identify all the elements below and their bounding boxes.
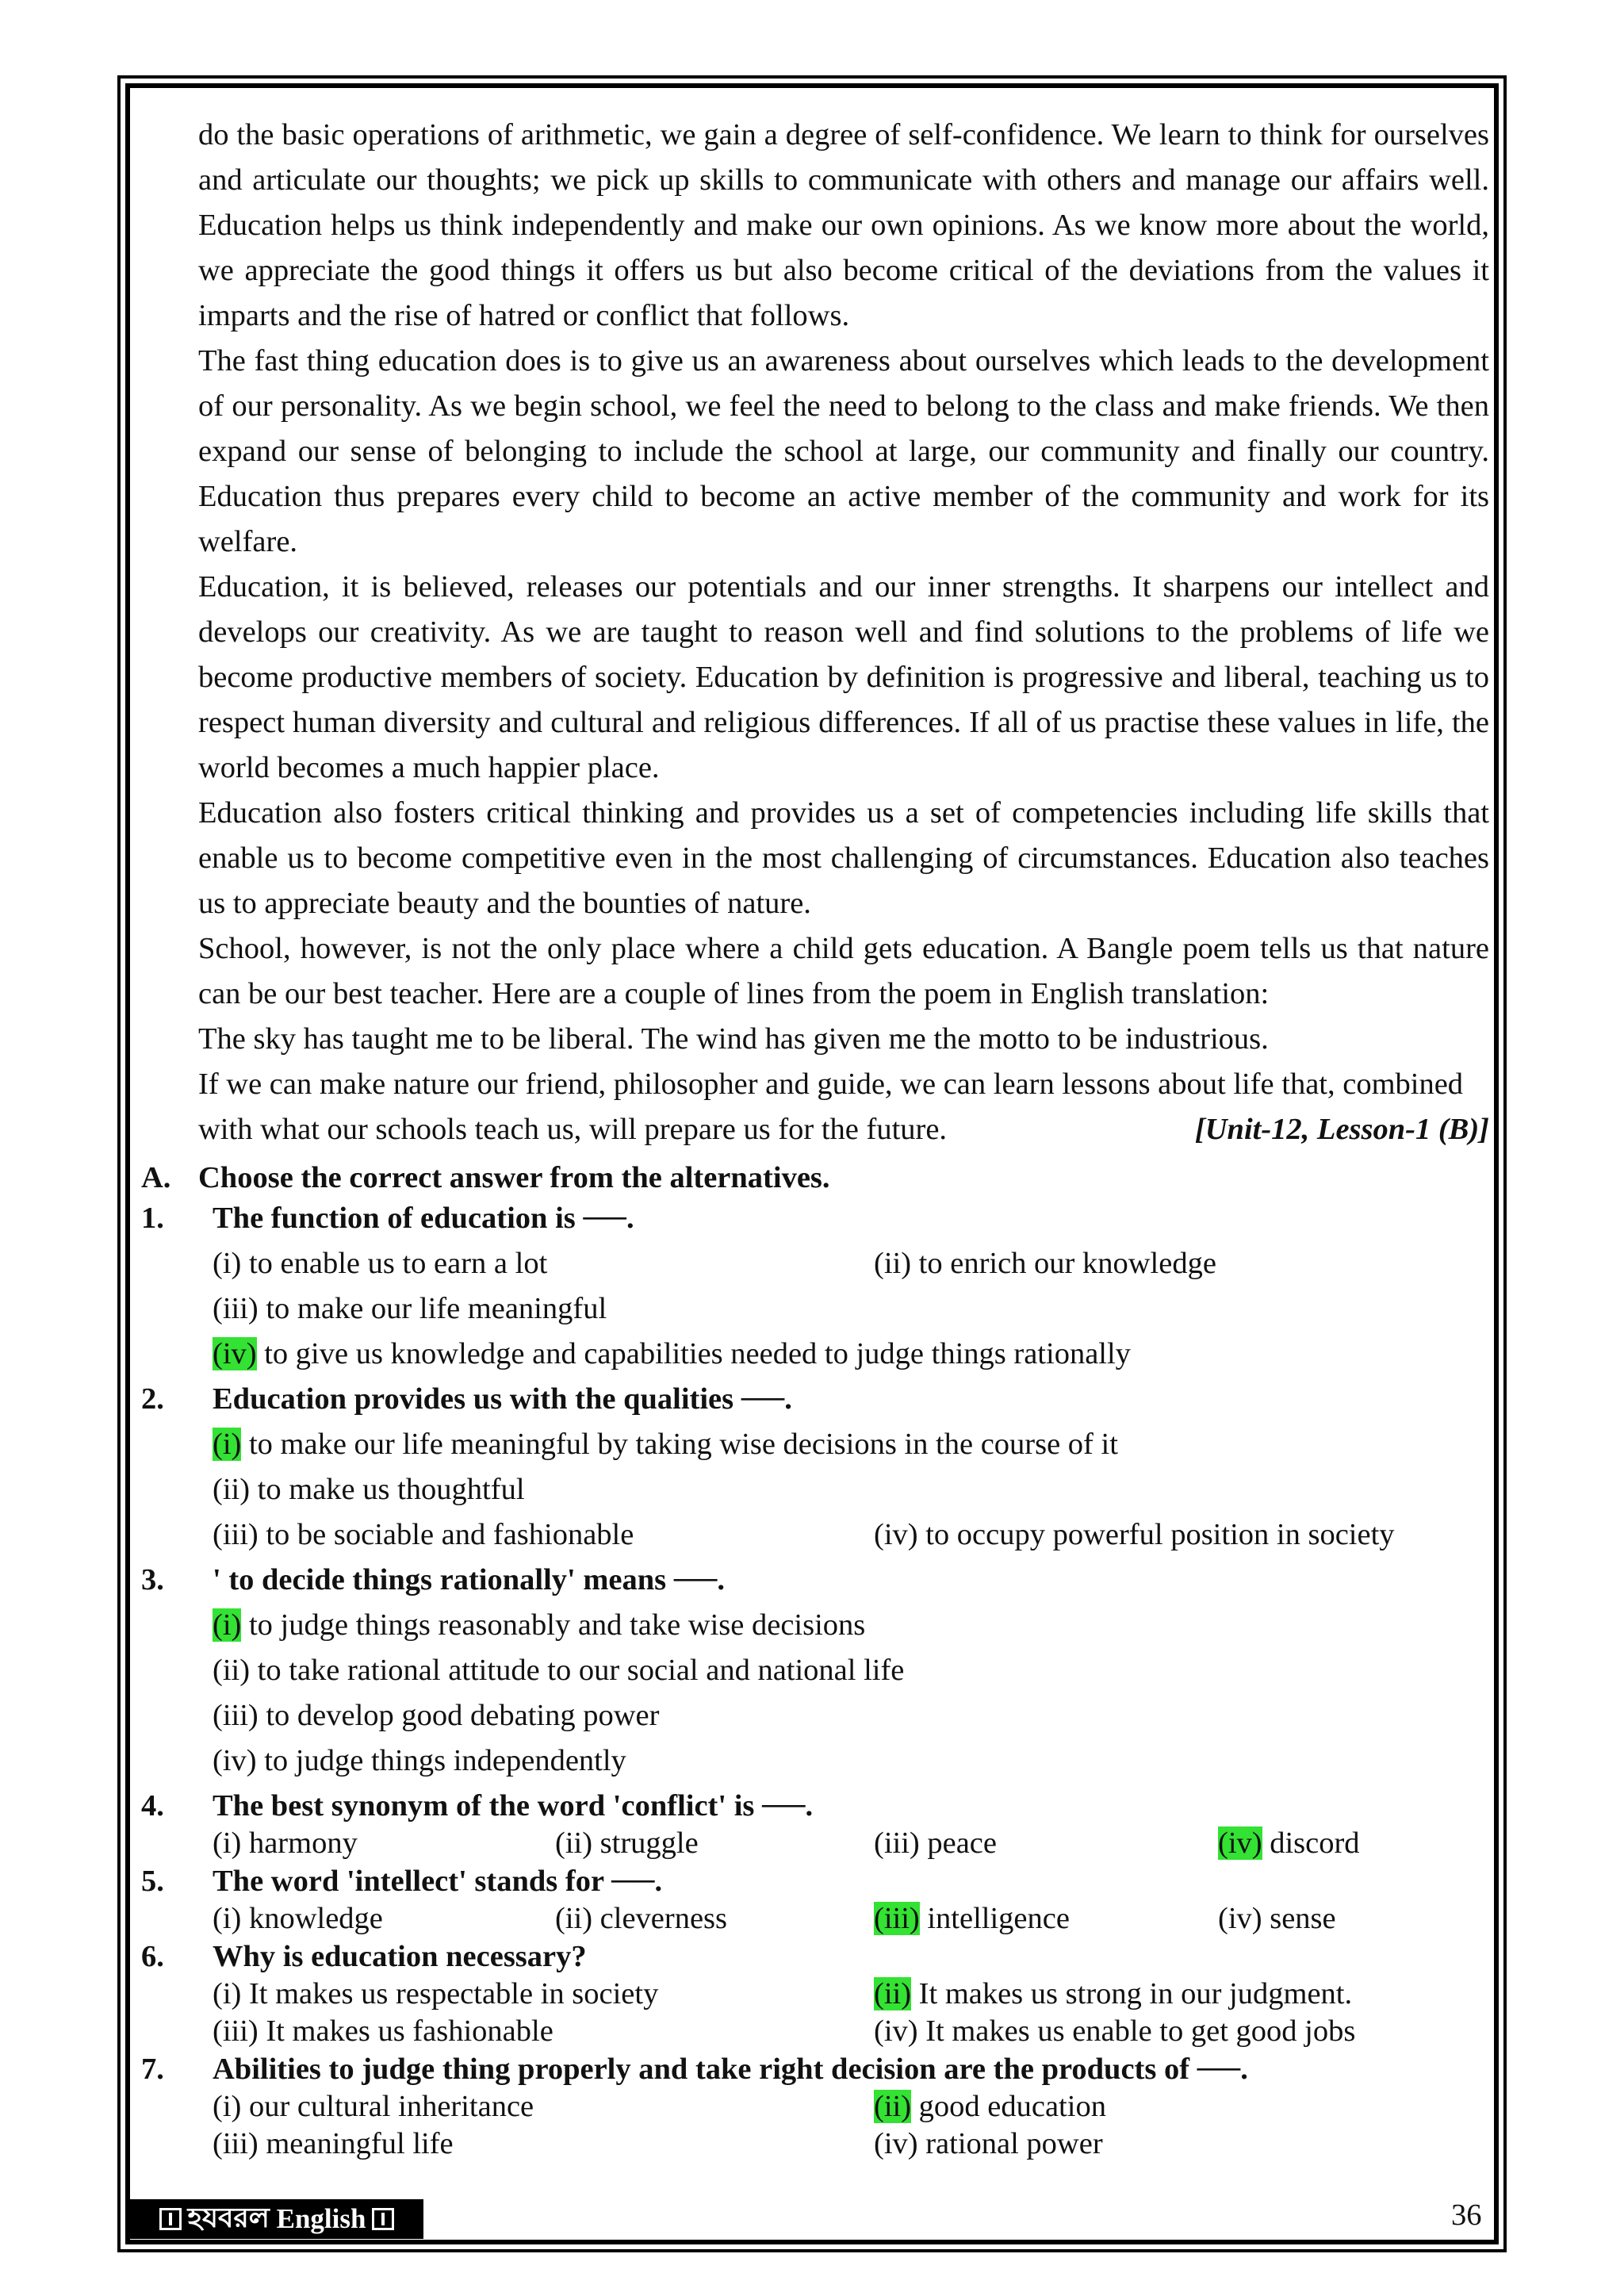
option-mark: (iii) <box>213 2127 259 2160</box>
option-text: rational power <box>917 2127 1103 2160</box>
option-mark: (i) <box>213 1247 242 1280</box>
logo-bangla-text: হযবরল <box>187 2202 270 2233</box>
question-5 <box>141 1864 1489 1939</box>
question-stem: Abilities to judge thing properly and take right decision are the products of ──. <box>213 2053 1248 2086</box>
option-iii-correct[interactable] <box>874 1901 1070 1936</box>
question-6 <box>141 1939 1489 2052</box>
correct-answer-highlight: (ii) <box>874 1977 912 2010</box>
option-mark: (iii) <box>213 1518 259 1551</box>
option-text: to judge things reasonably and take wise decisions <box>241 1608 866 1642</box>
publisher-logo <box>130 2199 423 2239</box>
option-iv-correct[interactable] <box>213 1336 1131 1371</box>
option-i[interactable] <box>213 1246 547 1281</box>
option-mark: (ii) <box>874 1247 912 1280</box>
option-iv[interactable] <box>213 1743 626 1778</box>
option-mark: (ii) <box>555 1902 593 1935</box>
logo-english-text: English <box>276 2203 366 2234</box>
section-heading <box>141 1156 830 1201</box>
correct-answer-highlight: (iv) <box>213 1337 257 1370</box>
option-text: to develop good debating power <box>258 1699 660 1732</box>
book-icon <box>159 2208 182 2230</box>
option-mark: (iv) <box>874 2014 918 2048</box>
question-number: 4. <box>141 1789 164 1823</box>
option-mark: (iii) <box>213 1292 259 1325</box>
option-ii[interactable] <box>213 1653 904 1688</box>
option-text: struggle <box>592 1826 699 1860</box>
passage-paragraph-1: do the basic operations of arithmetic, we gain a degree of self-confidence. We learn to think for ourselves and articulate our thoughts; we pick up skills to communicate with others and manage our affairs well. Education helps us think independently and make our own opinions. As we know more about the world, we appreciate the good things it offers us but also become critical of the deviations from the values it imparts and the rise of hatred or conflict that follows. <box>198 118 1489 332</box>
question-number: 5. <box>141 1865 164 1898</box>
section-letter: A. <box>141 1161 171 1194</box>
option-mark: (iv) <box>874 1518 918 1551</box>
passage-paragraph-3: Education, it is believed, releases our potentials and our inner strengths. It sharpens our intellect and develops our creativity. As we are taught to reason well and find solutions to the problems of life we become productive members of society. Education by definition is progressive and liberal, teaching us to respect human diversity and cultural and religious differences. If all of us practise these values in life, the world becomes a much happier place. <box>198 570 1489 784</box>
option-mark: (i) <box>213 2090 242 2123</box>
correct-answer-highlight: (iv) <box>1218 1826 1262 1860</box>
option-mark: (ii) <box>213 1473 251 1506</box>
option-text: to make our life meaningful by taking wise decisions in the course of it <box>241 1428 1118 1461</box>
option-mark: (iv) <box>874 2127 918 2160</box>
option-text: cleverness <box>592 1902 728 1935</box>
option-text: It makes us respectable in society <box>241 1977 659 2010</box>
option-iv-correct[interactable] <box>1218 1826 1360 1861</box>
option-text: knowledge <box>241 1902 383 1935</box>
passage-paragraph-2: The fast thing education does is to give us an awareness about ourselves which leads to the development of our personality. As we begin school, we feel the need to belong to the class and make friends. We then expand our sense of belonging to include the school at large, our community and finally our country. Education thus prepares every child to become an active member of the community and work for its welfare. <box>198 344 1489 558</box>
option-mark: (i) <box>213 1977 242 2010</box>
question-number: 3. <box>141 1563 164 1596</box>
option-i[interactable] <box>213 1976 658 2011</box>
question-number: 7. <box>141 2053 164 2086</box>
option-text: to occupy powerful position in society <box>917 1518 1395 1551</box>
option-text: to judge things independently <box>256 1744 626 1777</box>
option-iii[interactable] <box>874 1826 997 1861</box>
passage-paragraph-4: Education also fosters critical thinking and provides us a set of competencies including life skills that enable us to become competitive even in the most challenging of circumstances. Education also teaches us to appreciate beauty and the bounties of nature. <box>198 796 1489 920</box>
option-text: It makes us enable to get good jobs <box>917 2014 1356 2048</box>
question-stem: The best synonym of the word 'conflict' is ──. <box>213 1789 814 1823</box>
option-text: It makes us fashionable <box>258 2014 553 2048</box>
question-number: 6. <box>141 1940 164 1973</box>
option-iii[interactable] <box>213 2126 454 2161</box>
option-ii[interactable] <box>555 1901 727 1936</box>
correct-answer-highlight: (iii) <box>874 1902 920 1935</box>
option-iii[interactable] <box>213 2014 553 2049</box>
option-text: It makes us strong in our judgment. <box>911 1977 1353 2010</box>
option-text: good education <box>911 2090 1106 2123</box>
question-4 <box>141 1788 1489 1864</box>
option-text: to enable us to earn a lot <box>241 1247 548 1280</box>
option-text: intelligence <box>919 1902 1070 1935</box>
option-ii[interactable] <box>555 1826 699 1861</box>
option-mark: (i) <box>213 1902 242 1935</box>
option-text: to take rational attitude to our social and national life <box>250 1654 905 1687</box>
passage-last-text: If we can make nature our friend, philosopher and guide, we can learn lessons about life that, combined with what our schools teach us, will prepare us for the future. <box>198 1068 1464 1146</box>
option-mark: (i) <box>213 1826 242 1860</box>
question-stem: The function of education is ──. <box>213 1202 634 1235</box>
option-i-correct[interactable] <box>213 1608 865 1642</box>
option-text: harmony <box>241 1826 358 1860</box>
passage-paragraph-5: School, however, is not the only place where a child gets education. A Bangle poem tells us that nature can be our best teacher. Here are a couple of lines from the poem in English translation: <box>198 932 1489 1010</box>
option-i[interactable] <box>213 2089 534 2124</box>
question-stem: Why is education necessary? <box>213 1940 587 1973</box>
option-text: to make our life meaningful <box>258 1292 607 1325</box>
option-mark: (ii) <box>213 1654 251 1687</box>
correct-answer-highlight: (ii) <box>874 2090 912 2123</box>
option-text: meaningful life <box>258 2127 454 2160</box>
option-mark: (iii) <box>213 1699 259 1732</box>
option-text: to make us thoughtful <box>250 1473 525 1506</box>
option-text: peace <box>919 1826 997 1860</box>
question-stem: The word 'intellect' stands for ──. <box>213 1865 663 1898</box>
question-7 <box>141 2052 1489 2164</box>
option-text: our cultural inheritance <box>241 2090 534 2123</box>
option-i[interactable] <box>213 1826 358 1861</box>
option-iii[interactable] <box>213 1698 659 1733</box>
option-iv[interactable] <box>874 2126 1103 2161</box>
option-ii[interactable] <box>213 1472 525 1507</box>
option-i-correct[interactable] <box>213 1427 1118 1462</box>
correct-answer-highlight: (i) <box>213 1428 242 1461</box>
option-mark: (iv) <box>1218 1902 1262 1935</box>
book-icon <box>372 2208 394 2230</box>
question-2 <box>141 1382 1489 1562</box>
passage-paragraph-6: The sky has taught me to be liberal. The wind has given me the motto to be industrious. <box>198 1022 1269 1056</box>
option-iii[interactable] <box>213 1291 607 1326</box>
option-iv[interactable] <box>874 1517 1395 1552</box>
option-ii-correct[interactable] <box>874 2089 1106 2124</box>
question-1 <box>141 1201 1489 1382</box>
correct-answer-highlight: (i) <box>213 1608 242 1642</box>
question-number: 1. <box>141 1202 164 1235</box>
page-number: 36 <box>1451 2198 1482 2232</box>
option-mark: (iii) <box>874 1826 920 1860</box>
option-iii[interactable] <box>213 1517 634 1552</box>
question-3 <box>141 1562 1489 1788</box>
option-ii[interactable] <box>874 1246 1216 1281</box>
question-stem: Education provides us with the qualities ──. <box>213 1382 792 1416</box>
question-number: 2. <box>141 1382 164 1416</box>
option-mark: (iii) <box>213 2014 259 2048</box>
option-i[interactable] <box>213 1901 383 1936</box>
option-iv[interactable] <box>1218 1901 1336 1936</box>
lesson-reference: [Unit-12, Lesson-1 (B)] <box>1194 1113 1489 1146</box>
option-text: to enrich our knowledge <box>911 1247 1216 1280</box>
option-text: to give us knowledge and capabilities needed to judge things rationally <box>256 1337 1131 1370</box>
option-iv[interactable] <box>874 2014 1355 2049</box>
reading-passage <box>198 113 1489 1152</box>
option-ii-correct[interactable] <box>874 1976 1352 2011</box>
question-stem: ' to decide things rationally' means ──. <box>213 1563 725 1596</box>
passage-paragraph-7 <box>198 1062 1489 1152</box>
option-mark: (ii) <box>555 1826 593 1860</box>
section-title: Choose the correct answer from the alternatives. <box>198 1161 830 1194</box>
option-text: to be sociable and fashionable <box>258 1518 634 1551</box>
option-mark: (iv) <box>213 1744 257 1777</box>
option-text: sense <box>1262 1902 1336 1935</box>
option-text: discord <box>1262 1826 1360 1860</box>
